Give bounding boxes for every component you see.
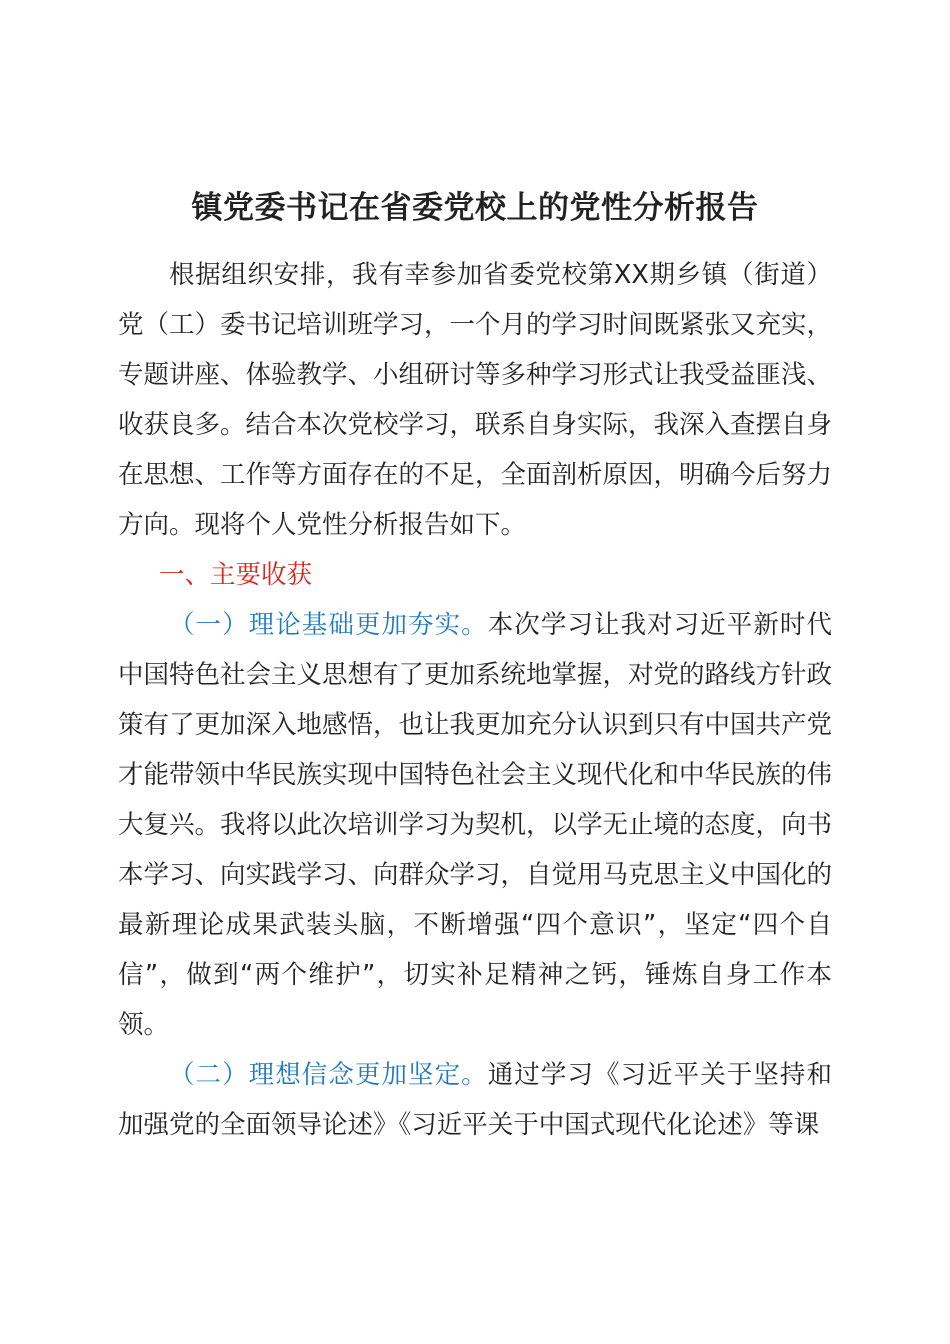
document-body bbox=[118, 250, 832, 1150]
section-heading-main-gains: 一、主要收获 bbox=[159, 560, 313, 590]
paragraph-ideals-text: 通过学习《习近平关于坚持和加强党的全面领导论述》《习近平关于中国式现代化论述》等课 bbox=[118, 1060, 832, 1140]
paragraph-ideals-belief bbox=[118, 1050, 832, 1150]
subheading-theory-foundation: （一）理论基础更加夯实。 bbox=[169, 610, 488, 640]
paragraph-theory-text: 本次学习让我对习近平新时代中国特色社会主义思想有了更加系统地掌握，对党的路线方针政策有了更加深入地感悟，也让我更加充分认识到只有中国共产党才能带领中华民族实现中国特色社会主义现代化和中华民族的伟大复兴。我将以此次培训学习为契机，以学无止境的态度，向书本学习、向实践学习、向群众学习，自觉用马克思主义中国化的最新理论成果武装头脑，不断增强“四个意识”，坚定“四个自信”，做到“两个维护”，切实补足精神之钙，锤炼自身工作本领。 bbox=[118, 610, 833, 1040]
intro-paragraph: 根据组织安排，我有幸参加省委党校第XX期乡镇（街道）党（工）委书记培训班学习，一个月的学习时间既紧张又充实，专题讲座、体验教学、小组研讨等多种学习形式让我受益匪浅、收获良多。结合本次党校学习，联系自身实际，我深入查摆自身在思想、工作等方面存在的不足，全面剖析原因，明确今后努力方向。现将个人党性分析报告如下。 bbox=[118, 260, 833, 540]
paragraph-theory-foundation bbox=[118, 600, 832, 1050]
document-page bbox=[118, 180, 832, 1150]
document-title: 镇党委书记在省委党校上的党性分析报告 bbox=[191, 190, 759, 226]
subheading-ideals-belief: （二）理想信念更加坚定。 bbox=[169, 1060, 488, 1090]
